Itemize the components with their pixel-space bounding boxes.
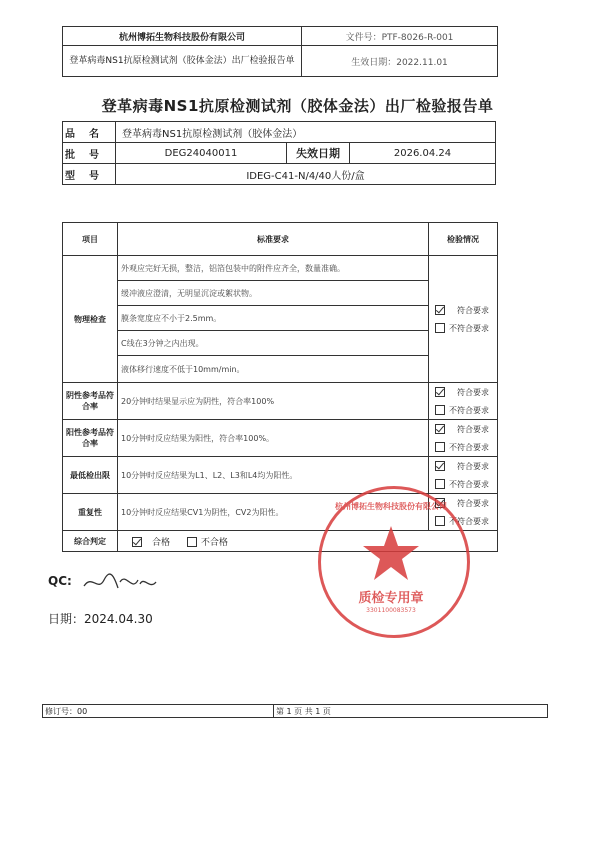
col-result: 检验情况 — [429, 223, 498, 256]
document-footer — [42, 704, 548, 718]
qc-stamp — [318, 486, 470, 638]
physical-label: 物理检查 — [63, 256, 118, 383]
product-info-table — [62, 121, 496, 185]
checkbox-icon[interactable] — [435, 442, 445, 452]
conclusion-pass[interactable]: 合格 — [152, 537, 171, 548]
lod-standard: 10分钟时反应结果为L1、L2、L3和L4均为阳性。 — [118, 457, 429, 494]
batch-value: DEG24040011 — [116, 143, 287, 164]
checkbox-icon[interactable] — [435, 405, 445, 415]
col-standard: 标准要求 — [118, 223, 429, 256]
product-label: 品名 — [63, 122, 116, 143]
stamp-company: 杭州博拓生物科技股份有限公司 — [335, 502, 447, 511]
revision-number: 修订号：00 — [43, 705, 274, 718]
checkbox-icon[interactable] — [435, 323, 445, 333]
effective-date: 生效日期：2022.11.01 — [302, 46, 498, 77]
positive-result — [429, 420, 498, 457]
repeat-label: 重复性 — [63, 494, 118, 531]
stamp-code: 3301100083573 — [366, 607, 416, 614]
model-label: 型号 — [63, 164, 116, 185]
physical-pass-option[interactable]: 符合要求 — [429, 301, 497, 319]
negative-pass-option[interactable]: 符合要求 — [429, 383, 497, 401]
positive-label: 阳性参考品符合率 — [63, 420, 118, 457]
lod-fail-option[interactable]: 不符合要求 — [429, 475, 497, 493]
conclusion-label: 综合判定 — [63, 531, 118, 552]
checkbox-checked-icon[interactable] — [435, 424, 445, 434]
negative-standard: 20分钟时结果显示应为阴性，符合率100% — [118, 383, 429, 420]
negative-fail-option[interactable]: 不符合要求 — [429, 401, 497, 419]
conclusion-fail[interactable]: 不合格 — [200, 537, 228, 548]
checkbox-checked-icon[interactable] — [435, 387, 445, 397]
batch-label: 批号 — [63, 143, 116, 164]
physical-line-5: 液体移行速度不低于10mm/min。 — [118, 356, 429, 383]
physical-result — [429, 256, 498, 383]
stamp-title: 质检专用章 — [358, 591, 424, 606]
physical-line-2: 缓冲液应澄清，无明显沉淀或絮状物。 — [118, 281, 429, 306]
col-item: 项目 — [63, 223, 118, 256]
qc-signature — [80, 568, 160, 598]
lod-label: 最低检出限 — [63, 457, 118, 494]
page-number: 第 1 页 共 1 页 — [274, 705, 548, 718]
positive-fail-option[interactable]: 不符合要求 — [429, 438, 497, 456]
repeat-standard: 10分钟时反应结果CV1为阴性，CV2为阳性。 — [118, 494, 429, 531]
repeat-fail-option[interactable]: 不符合要求 — [429, 512, 497, 530]
lod-pass-option[interactable]: 符合要求 — [429, 457, 497, 475]
date-label: 日期： — [48, 612, 85, 626]
checkbox-icon[interactable] — [187, 537, 197, 547]
expiry-value: 2026.04.24 — [350, 143, 496, 164]
date-value: 2024.04.30 — [84, 612, 153, 626]
model-value: IDEG-C41-N/4/40人份/盒 — [116, 164, 496, 185]
repeat-pass-option[interactable]: 符合要求 — [429, 494, 497, 512]
checkbox-checked-icon[interactable] — [132, 537, 142, 547]
physical-fail-option[interactable]: 不符合要求 — [429, 319, 497, 337]
checkbox-checked-icon[interactable] — [435, 461, 445, 471]
document-header — [62, 26, 498, 77]
physical-line-3: 膜条宽度应不小于2.5mm。 — [118, 306, 429, 331]
expiry-label: 失效日期 — [287, 143, 350, 164]
negative-result — [429, 383, 498, 420]
physical-line-4: C线在3分钟之内出现。 — [118, 331, 429, 356]
negative-label: 阴性参考品符合率 — [63, 383, 118, 420]
company-name: 杭州博拓生物科技股份有限公司 — [63, 27, 302, 46]
form-name: 登革病毒NS1抗原检测试剂（胶体金法）出厂检验报告单 — [63, 46, 302, 77]
date-line — [48, 610, 153, 627]
physical-line-1: 外观应完好无损，整洁，铝箔包装中的附件应齐全，数量准确。 — [118, 256, 429, 281]
positive-standard: 10分钟时反应结果为阳性，符合率100%。 — [118, 420, 429, 457]
qc-label: QC: — [48, 574, 72, 588]
page-title: 登革病毒NS1抗原检测试剂（胶体金法）出厂检验报告单 — [101, 97, 494, 115]
positive-pass-option[interactable]: 符合要求 — [429, 420, 497, 438]
doc-number: 文件号：PTF-8026-R-001 — [302, 27, 498, 46]
checkbox-checked-icon[interactable] — [435, 305, 445, 315]
product-value: 登革病毒NS1抗原检测试剂（胶体金法） — [116, 122, 496, 143]
